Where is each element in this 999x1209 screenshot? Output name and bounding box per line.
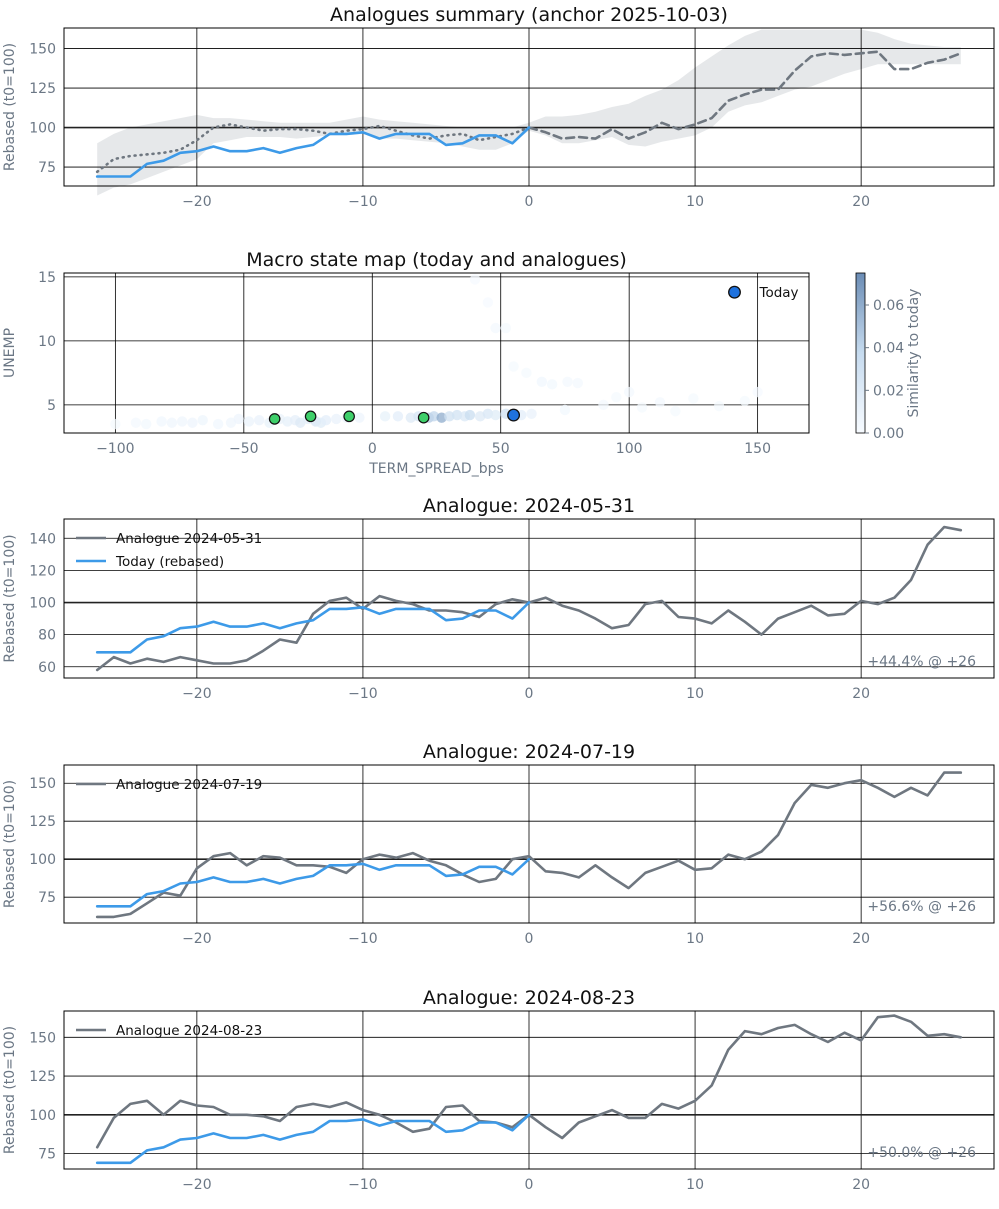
summary-xtick-label-2: 0 [524,194,534,210]
a2-ytick-label-3: 150 [29,776,56,793]
state-map-point-8 [213,419,223,429]
state-map-point-0 [110,419,120,429]
a1-xtick-label-3: 10 [686,686,704,702]
a2-xtick-label-3: 10 [686,931,704,947]
a3-title: Analogue: 2024-08-23 [422,987,636,1009]
summary-ylabel: Rebased (t0=100) [2,42,18,172]
a3-xtick-label-0: −20 [182,1177,212,1193]
colorbar-tick-label-0: 0.00 [873,426,905,442]
state-map-point-61 [483,297,493,307]
state-map-point-24 [354,412,364,422]
a2-xtick-label-0: −20 [182,931,212,947]
a2-legend-label-0: Analogue 2024-07-19 [116,777,263,793]
colorbar-label: Similarity to today [906,288,922,418]
colorbar-tick-label-3: 0.06 [873,298,905,314]
state-map-point-50 [714,401,724,411]
state-map-point-46 [637,402,647,412]
state-map-point-43 [598,400,608,410]
a2-xtick-label-1: −10 [348,931,378,947]
a3-ytick-label-3: 150 [29,1030,56,1047]
summary-panel [2,4,994,210]
state-map-point-7 [198,415,208,425]
a1-xtick-label-0: −20 [182,686,212,702]
a1-ylabel: Rebased (t0=100) [2,534,18,663]
analogue-panel-2 [2,741,994,947]
state-map-point-10 [233,414,243,424]
analogue-panel-3 [2,987,994,1193]
a2-return-annotation: +56.6% @ +26 [867,899,976,915]
a2-xtick-label-4: 20 [852,931,871,947]
state-map-ytick-label-2: 15 [38,269,56,286]
a3-series-today-line [97,1115,529,1163]
a1-legend-label-0: Analogue 2024-05-31 [116,531,263,547]
state-map-point-53 [537,377,547,387]
a2-ytick-label-0: 75 [38,890,56,907]
a2-ylabel: Rebased (t0=100) [2,779,18,909]
state-map-point-4 [167,418,177,428]
state-map-point-55 [562,377,572,387]
state-map-xtick-label-3: 50 [491,441,510,457]
a2-xtick-label-2: 0 [524,931,534,947]
a3-ylabel: Rebased (t0=100) [2,1025,18,1155]
a3-xtick-label-4: 20 [852,1177,871,1193]
colorbar [856,273,865,433]
state-map-analogue-point-0 [269,414,279,424]
state-map-axes-frame [64,273,809,433]
summary-xtick-label-4: 20 [852,194,871,210]
a1-xtick-label-4: 20 [852,686,871,702]
summary-xtick-label-0: −20 [182,194,212,210]
summary-xtick-label-1: −10 [348,194,378,210]
state-map-xtick-label-2: 0 [367,441,377,457]
state-map-ytick-label-1: 10 [38,333,56,350]
state-map-point-56 [573,378,583,388]
a3-xtick-label-1: −10 [348,1177,378,1193]
a3-ytick-label-1: 100 [29,1107,56,1124]
state-map-point-57 [521,368,531,378]
state-map-point-44 [611,392,621,402]
summary-ytick-label-1: 100 [29,120,56,137]
state-map-point-49 [688,393,698,403]
a2-ytick-label-1: 100 [29,852,56,869]
a3-return-annotation: +50.0% @ +26 [867,1145,976,1161]
state-map-point-3 [156,416,166,426]
state-map-point-58 [490,323,500,333]
state-map-point-47 [655,397,665,407]
a1-xtick-label-1: −10 [348,686,378,702]
state-map-point-38 [490,410,500,420]
state-map-point-12 [254,415,264,425]
summary-title: Analogues summary (anchor 2025-10-03) [330,4,728,26]
state-map-point-1 [131,418,141,428]
state-map-analogue-point-1 [305,411,315,421]
state-map-ytick-label-0: 5 [47,397,56,414]
state-map-xtick-label-0: −100 [96,441,135,457]
a1-ytick-label-1: 80 [38,627,56,644]
state-map-title: Macro state map (today and analogues) [246,249,627,271]
state-map-point-59 [501,323,511,333]
state-map-xtick-label-5: 150 [744,441,771,457]
colorbar-tick-label-2: 0.04 [873,340,905,357]
colorbar-tick-label-1: 0.02 [873,383,905,400]
state-map-point-25 [380,411,390,421]
state-map-point-11 [244,416,254,426]
summary-ytick-label-3: 150 [29,41,56,58]
a1-ytick-label-4: 140 [29,531,56,548]
state-map-point-45 [624,387,634,397]
state-map-point-54 [547,379,557,389]
a2-ytick-label-2: 125 [29,814,56,831]
a3-legend-label-0: Analogue 2024-08-23 [116,1023,263,1039]
state-map-point-26 [393,411,403,421]
state-map-analogue-point-3 [418,412,428,422]
state-map-point-62 [470,274,480,284]
a3-ytick-label-0: 75 [38,1146,56,1163]
state-map-ylabel: UNEMP [2,327,18,379]
a1-ytick-label-2: 100 [29,595,56,612]
a3-xtick-label-3: 10 [686,1177,704,1193]
state-map-xtick-label-1: −50 [229,441,259,457]
a2-title: Analogue: 2024-07-19 [422,741,636,763]
state-map-point-60 [508,361,518,371]
state-map-point-6 [187,418,197,428]
state-map-today-point [508,409,520,421]
state-map-point-22 [331,414,341,424]
a1-series-today-line [97,603,529,653]
a1-legend-label-1: Today (rebased) [116,554,225,570]
state-map-point-42 [560,405,570,415]
a1-ytick-label-0: 60 [38,659,56,676]
state-map-legend-today-marker [729,286,741,298]
state-map-analogue-point-2 [344,411,354,421]
a1-ytick-label-3: 120 [29,563,56,580]
analogue-panel-1 [2,495,994,702]
state-map-point-41 [526,409,536,419]
state-map-point-5 [177,416,187,426]
state-map-xtick-label-4: 100 [615,441,643,457]
summary-ytick-label-2: 125 [29,81,56,98]
a1-title: Analogue: 2024-05-31 [422,495,636,517]
summary-xtick-label-3: 10 [686,194,704,210]
state-map-point-52 [752,387,762,397]
a1-xtick-label-2: 0 [524,686,534,702]
a3-xtick-label-2: 0 [524,1177,534,1193]
state-map-panel [2,249,922,477]
state-map-point-21 [321,415,331,425]
a1-return-annotation: +44.4% @ +26 [867,654,976,670]
state-map-point-48 [670,406,680,416]
state-map-xlabel: TERM_SPREAD_bps [369,461,504,477]
state-map-point-51 [740,396,750,406]
a3-ytick-label-2: 125 [29,1069,56,1086]
state-map-point-35 [465,410,475,420]
state-map-legend-today-label: Today [759,285,799,302]
summary-ytick-label-0: 75 [38,160,56,177]
state-map-point-2 [141,419,151,429]
